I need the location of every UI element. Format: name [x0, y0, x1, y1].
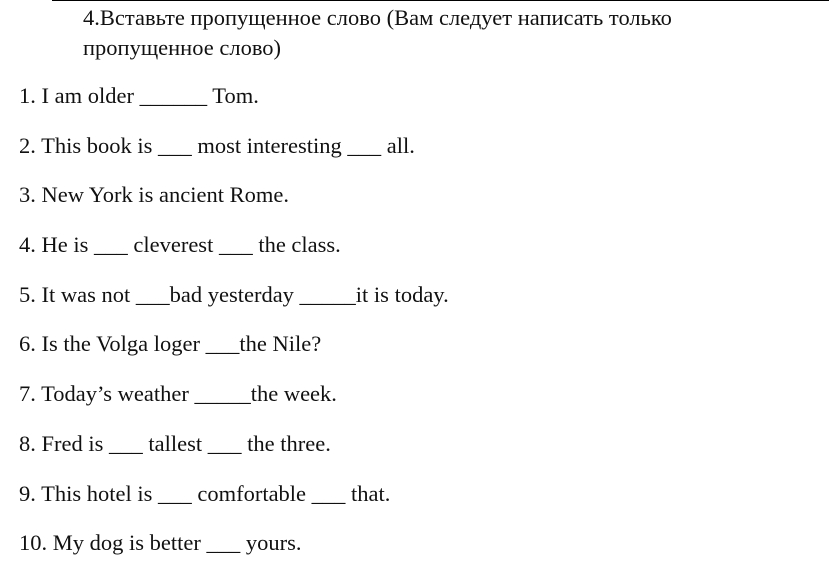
sentence-6: 6. Is the Volga loger ___the Nile? — [19, 331, 322, 357]
exercise-heading: 4.Вставьте пропущенное слово (Вам следует написать только пропущенное слово) — [83, 5, 672, 60]
sentence-8: 8. Fred is ___ tallest ___ the three. — [19, 430, 331, 456]
sentence-3: 3. New York is ancient Rome. — [19, 182, 289, 208]
exercise-list — [19, 81, 449, 578]
sentence-4: 4. He is ___ cleverest ___ the class. — [19, 232, 341, 258]
sentence-1: 1. I am older ______ Tom. — [19, 83, 259, 108]
sentence-7: 7. Today’s weather _____the week. — [19, 381, 337, 407]
sentence-10: 10. My dog is better ___ yours. — [19, 530, 302, 556]
sentence-5: 5. It was not ___bad yesterday _____it is today. — [19, 281, 449, 307]
top-rule — [52, 0, 829, 1]
sentence-9: 9. This hotel is ___ comfortable ___ that. — [19, 480, 391, 506]
sentence-2: 2. This book is ___ most interesting ___ all. — [19, 132, 415, 158]
